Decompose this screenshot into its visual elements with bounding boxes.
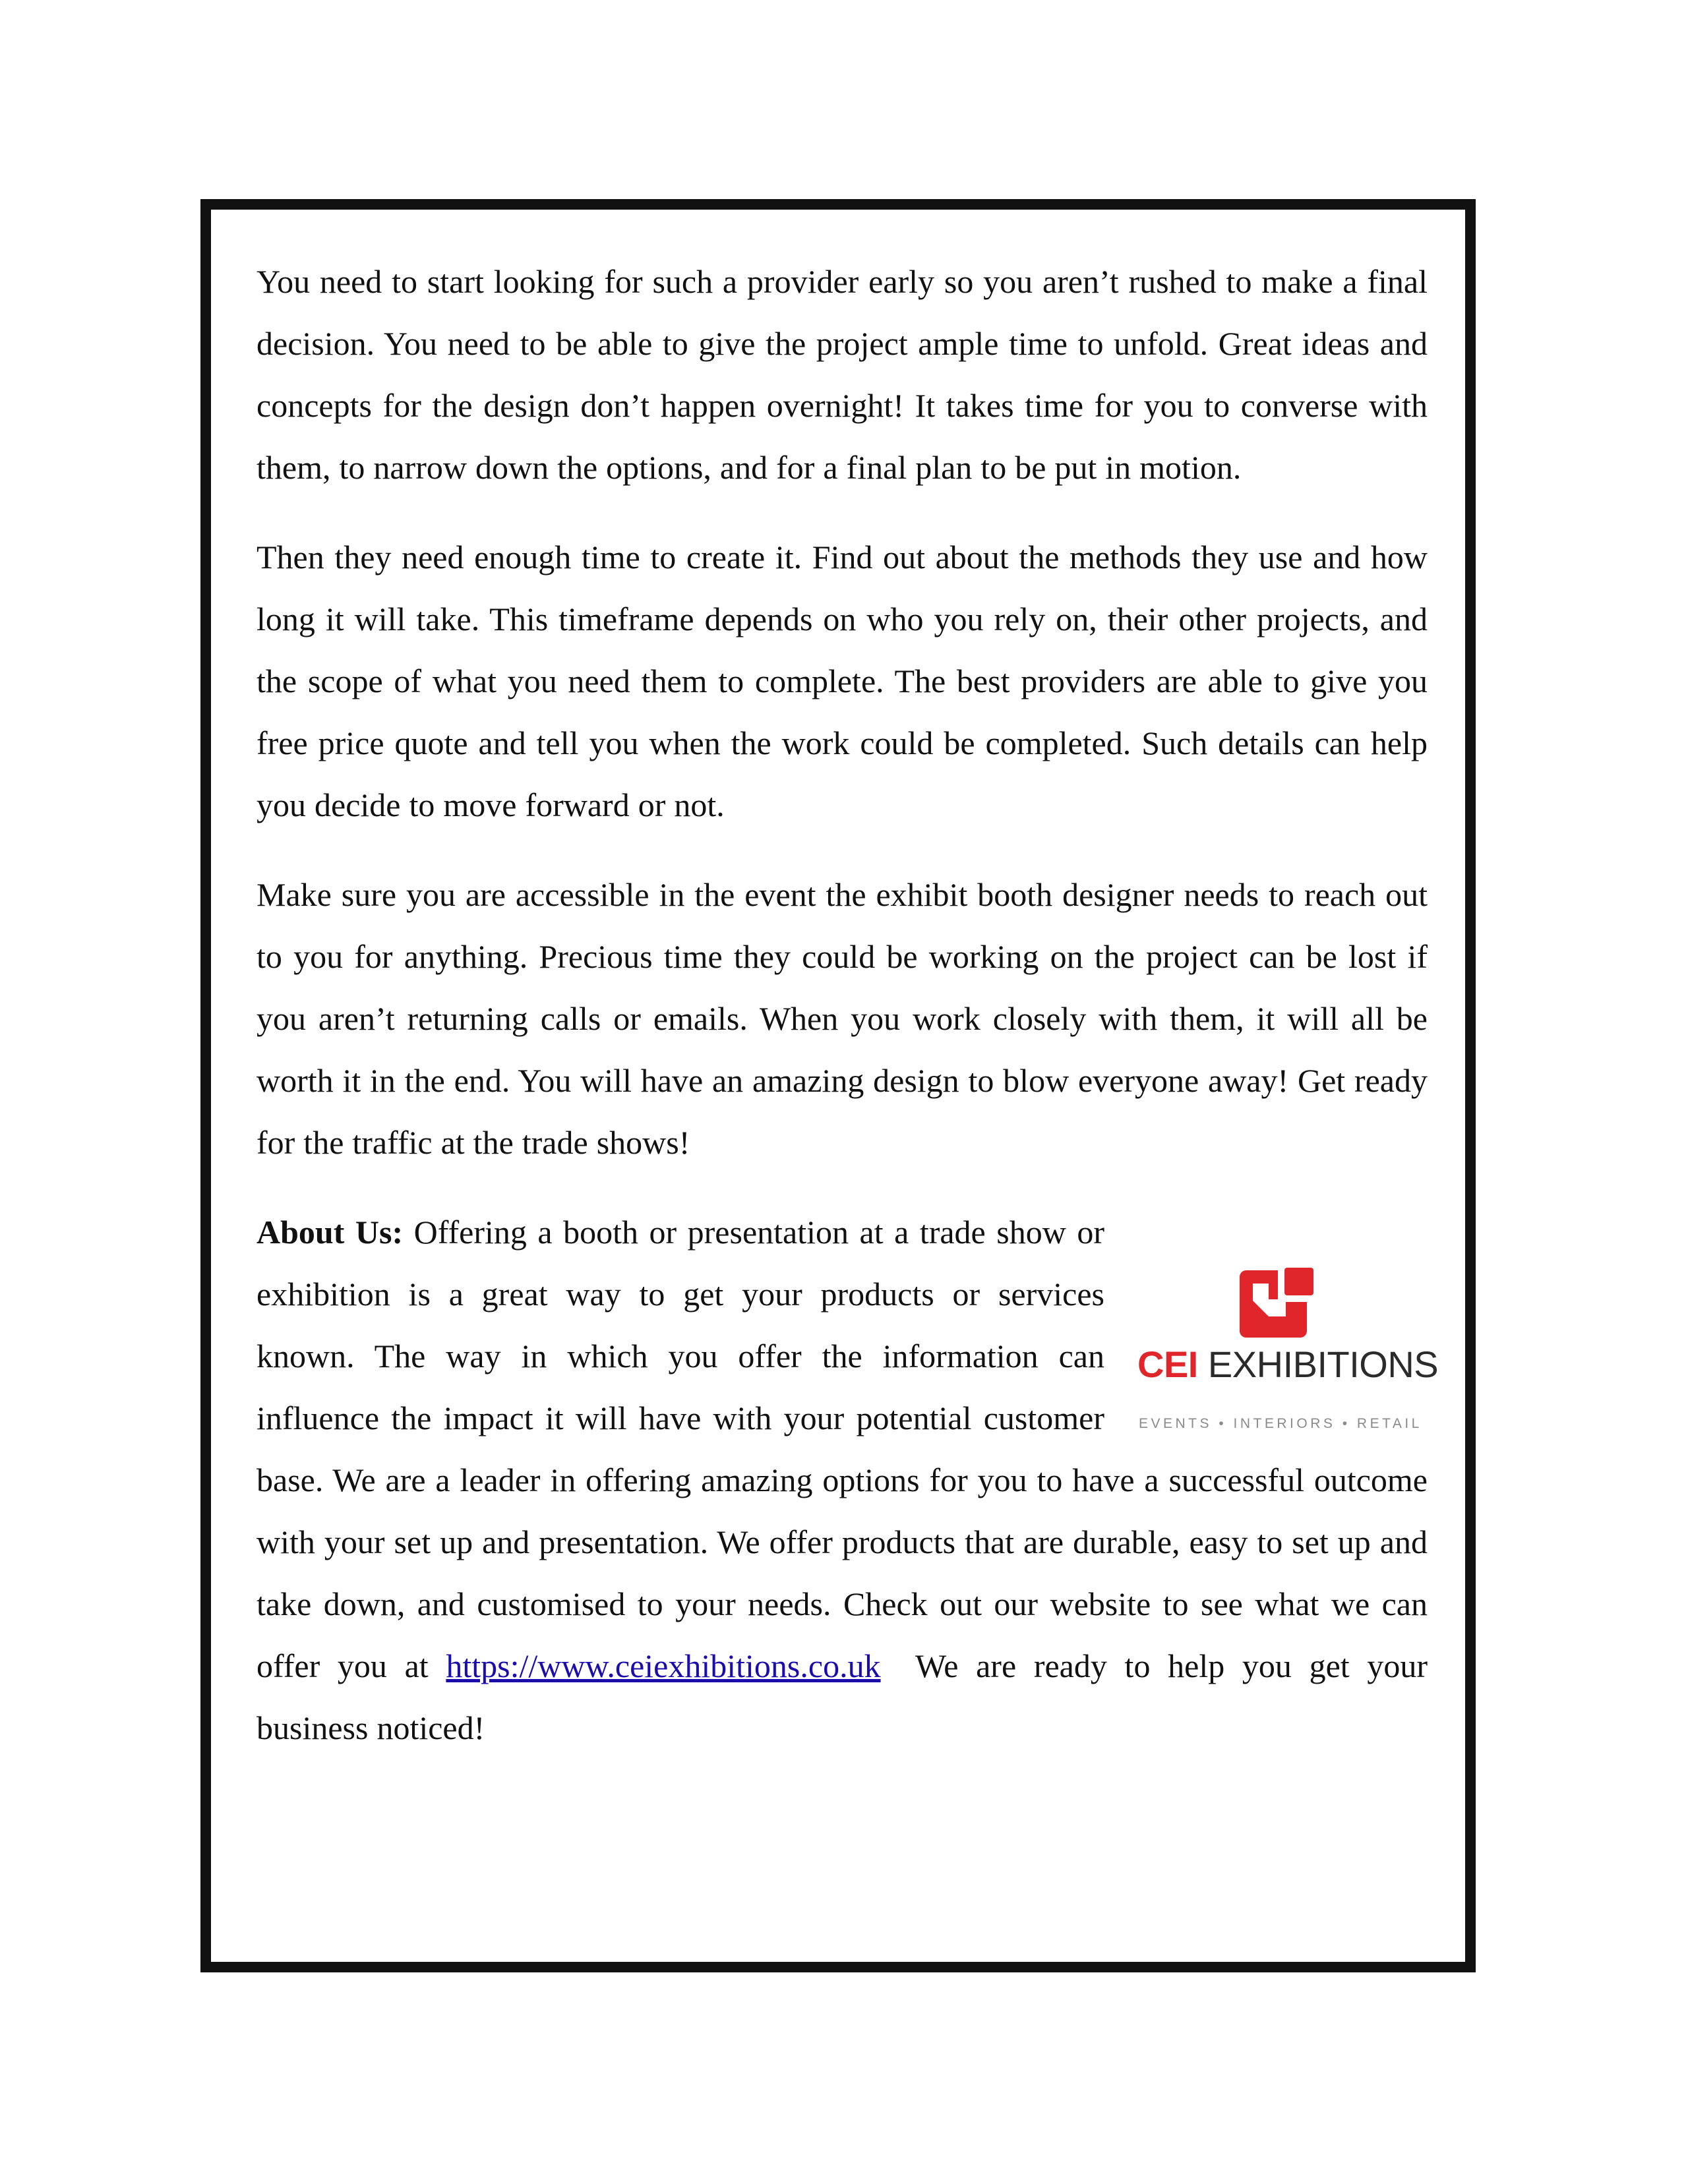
website-link[interactable]: https://www.ceiexhibitions.co.uk bbox=[446, 1647, 881, 1684]
paragraph-1: You need to start looking for such a provider early so you aren’t rushed to make a final decision. You need to be able to give the project ample time to unfold. Great ideas and concepts for the design don’t happen overnight! It takes time for you to converse with them, to narrow down the options, and for a final plan to be put in motion. bbox=[256, 263, 1428, 486]
logo-brand-rest: EXHIBITIONS bbox=[1207, 1343, 1439, 1385]
document-body bbox=[256, 251, 1439, 1786]
about-closing: We are ready to help you get your business noticed! bbox=[256, 1647, 1428, 1746]
company-logo bbox=[1137, 1264, 1439, 1448]
logo-wordmark bbox=[1137, 1343, 1439, 1386]
about-text: Offering a booth or presentation at a trade show or exhibition is a great way to get your products or services known. The way in which you offer the information can influence the impact it will have with your potential customer base. We are a leader in offering amazing options for you to have a successful outcome with your set up and presentation. We offer products that are durable, easy to set up and take down, and customised to your needs. Check out our website to see what we can offer you at bbox=[256, 1214, 1428, 1684]
about-us-section bbox=[256, 1201, 1439, 1759]
logo-tagline: EVENTS • INTERIORS • RETAIL bbox=[1139, 1416, 1422, 1431]
logo-brand-short: CEI bbox=[1137, 1343, 1198, 1385]
cei-logo-mark-icon bbox=[1240, 1264, 1319, 1338]
about-label: About Us: bbox=[256, 1214, 404, 1251]
paragraph-3: Make sure you are accessible in the event the exhibit booth designer needs to reach out to you for anything. Precious time they could be working on the project can be lost if you aren’t returning calls or emails. When you work closely with them, it will all be worth it in the end. You will have an amazing design to blow everyone away! Get ready for the traffic at the trade shows! bbox=[256, 876, 1428, 1161]
paragraph-2: Then they need enough time to create it. Find out about the methods they use and how long it will take. This timeframe depends on who you rely on, their other projects, and the scope of what you need them to complete. The best providers are able to give you free price quote and tell you when the work could be completed. Such details can help you decide to move forward or not. bbox=[256, 539, 1428, 823]
